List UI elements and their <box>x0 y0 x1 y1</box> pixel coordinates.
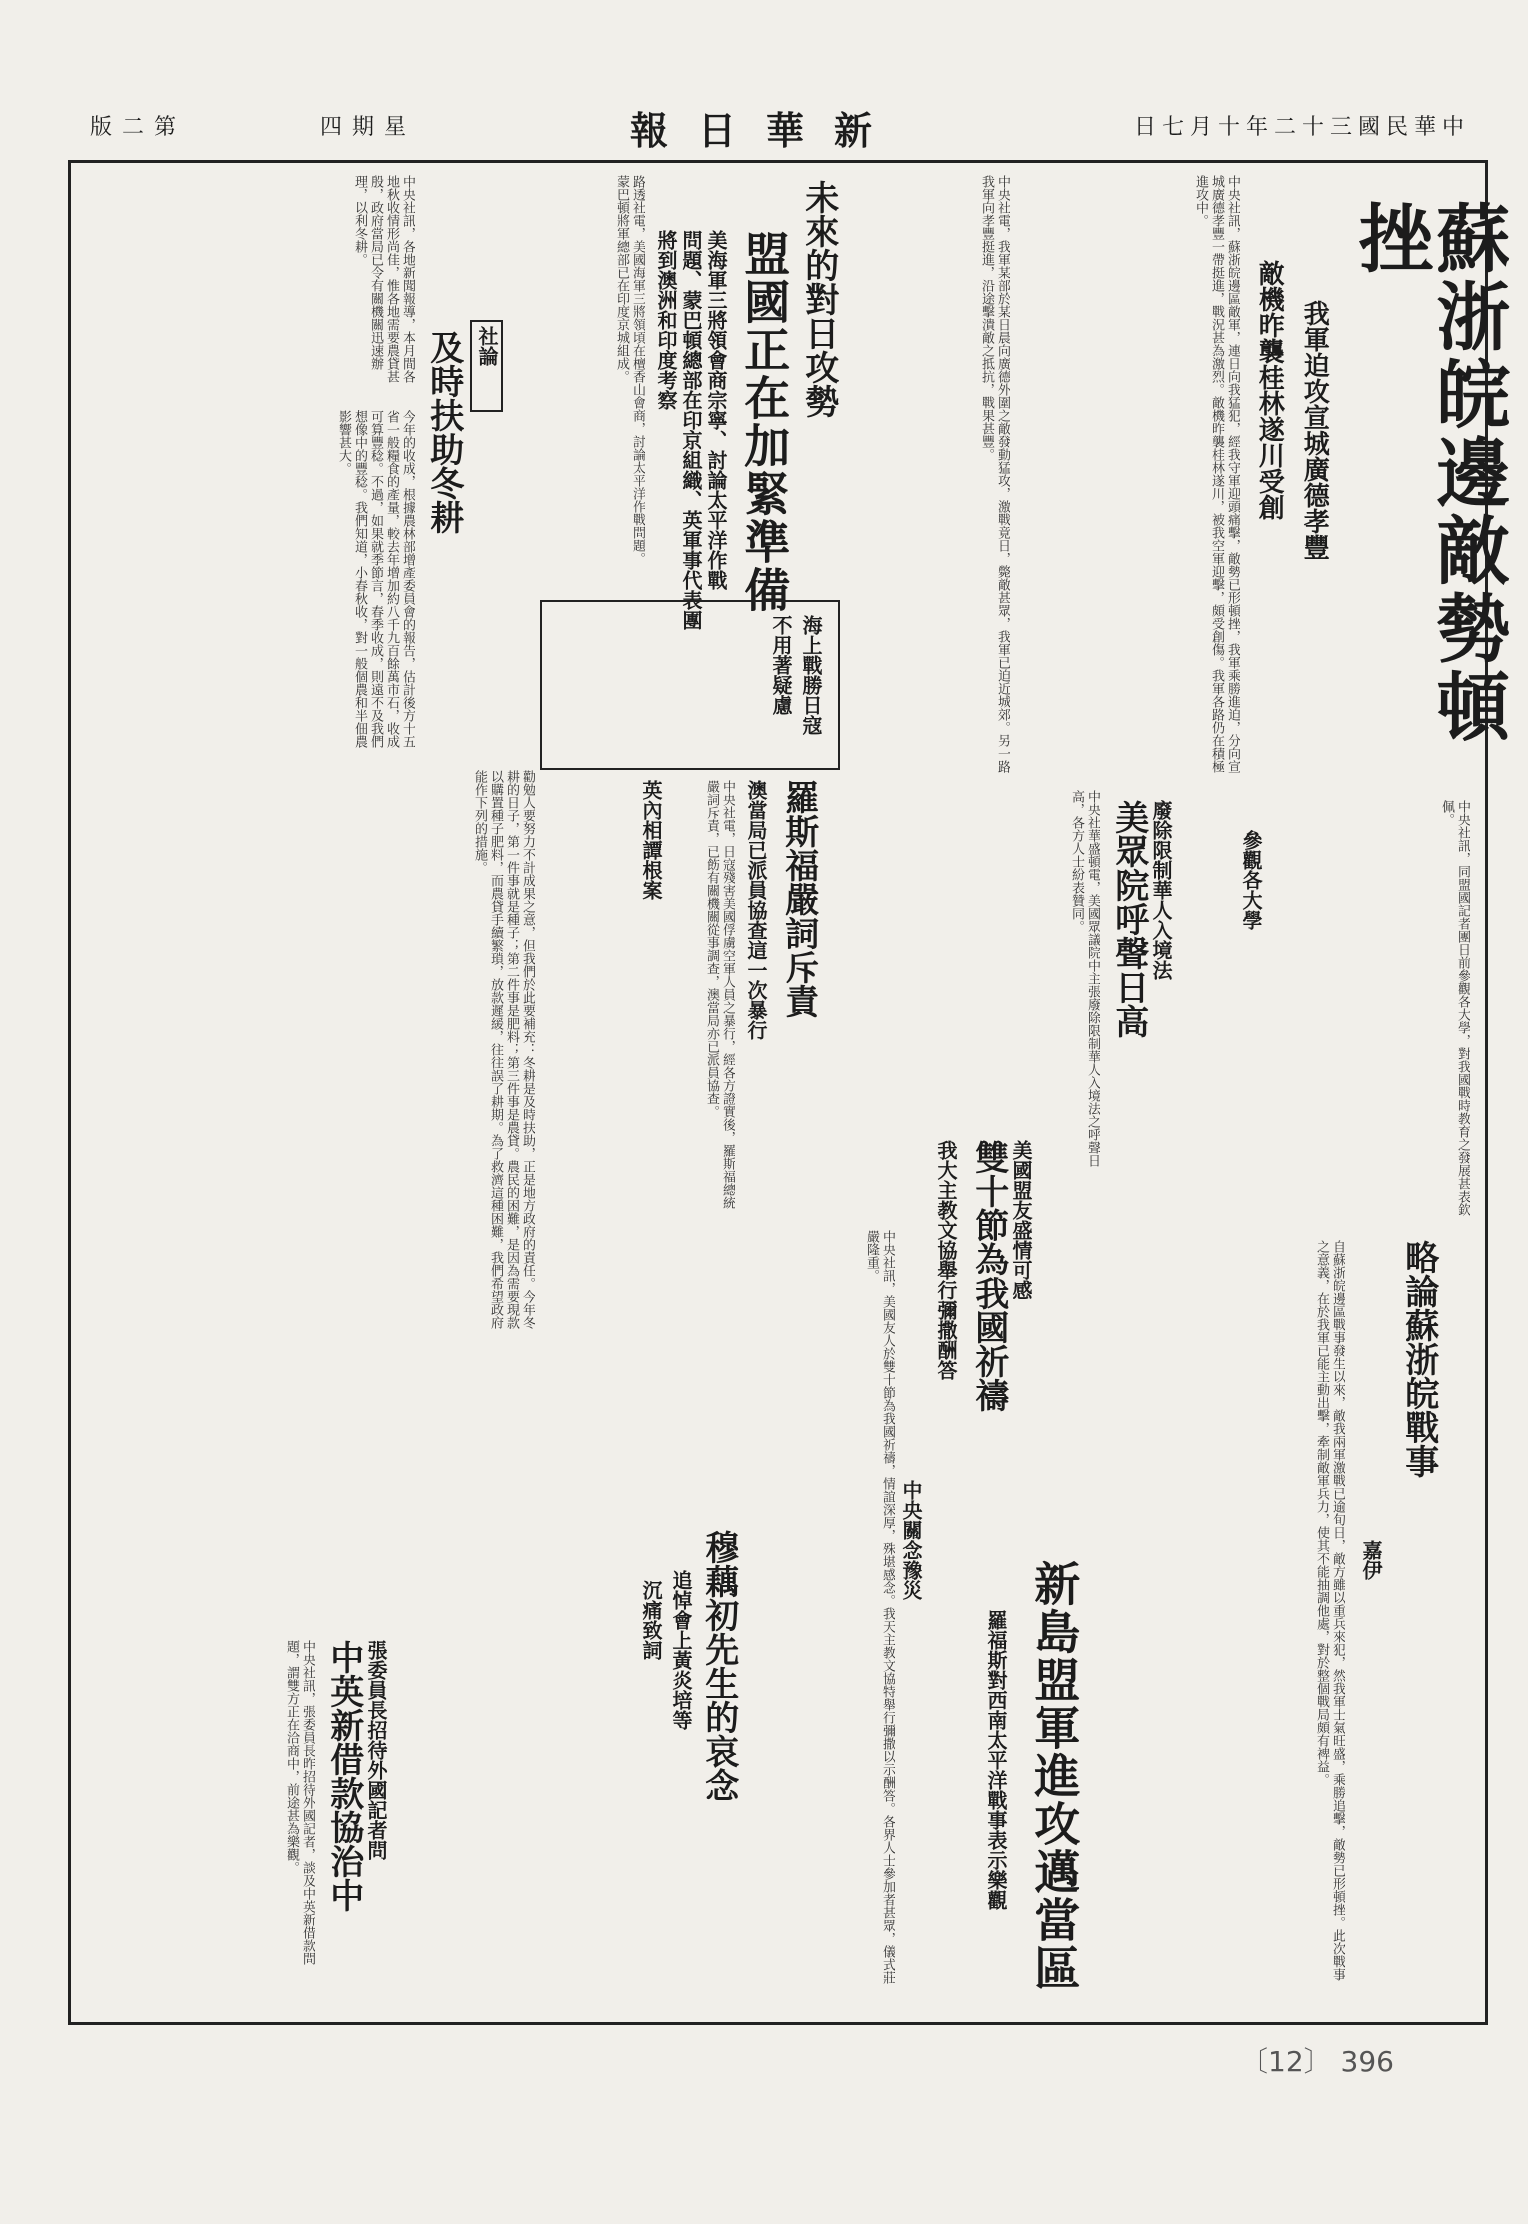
roosevelt-sub: 澳當局已派員協查這一次暴行 <box>744 780 768 1040</box>
shanghai-box <box>540 600 840 770</box>
article-text-frontline: 中央社訊，蘇浙皖邊區敵軍，連日向我猛犯，經我守軍迎頭痛擊，敵勢已形頓挫，我軍乘勝進迫，分向宣城廣德孝豐一帶挺進，戰況甚為激烈。敵機昨襲桂林遂川，被我空軍迎擊，頗受創傷。我軍各路仍在積極進攻中。 <box>1193 175 1240 773</box>
page-number: 〔12〕 396 <box>1240 2045 1394 2078</box>
article-text-exclusion: 中央社華盛頓電，美國眾議院中主張廢除限制華人入境法之呼聲日高，各方人士紛表贊同。 <box>1069 790 1100 1167</box>
sino-british-headline: 中英新借款協治中 <box>323 1640 364 1912</box>
double-ten-pre: 美國盟友盛情可感 <box>1009 1140 1033 1300</box>
editorial-title: 及時扶助冬耕 <box>423 330 464 534</box>
article-text-sino-british: 中央社訊，張委員長昨招待外國記者，談及中英新借款問題，謂雙方正在洽商中，前途甚為樂觀。 <box>284 1640 315 1965</box>
roosevelt-headline: 羅斯福嚴詞斥責 <box>778 780 819 1018</box>
paper-name: 報日華新 <box>630 108 903 153</box>
bottom-strip <box>75 1995 1475 2020</box>
mu-sub: 追悼會上黃炎培等 <box>669 1570 693 1730</box>
exclusion-sub: 廢除限制華人入境法 <box>1149 800 1173 980</box>
newisland-sub: 羅福斯對西南太平洋戰事表示樂觀 <box>984 1610 1008 1910</box>
commentary-body: 自蘇浙皖邊區戰事發生以來，敵我兩軍激戰已逾旬日，敵方雖以重兵來犯，然我軍士氣旺盛，乘勝追擊，敵勢已形頓挫。此次戰事之意義，在於我軍已能主動出擊，牽制敵軍兵力，使其不能抽調他處，對於整個戰局頗有裨益。 <box>1314 1240 1345 1981</box>
exclusion-headline: 美眾院呼聲日高 <box>1108 800 1149 1038</box>
editorial-tag: 社論 <box>470 320 503 412</box>
double-ten-sub: 我大主教文協舉行彌撒酬答 <box>934 1140 958 1380</box>
sino-british-sub: 張委員長招待外國記者問 <box>364 1640 388 1860</box>
commentary-author: 嘉伊 <box>1359 1540 1383 1580</box>
main-subheadline-2: 敵機昨襲桂林遂川受創 <box>1254 260 1285 520</box>
commentary-headline: 略論蘇浙皖戰事 <box>1398 1240 1439 1478</box>
mu-headline: 穆藕初先生的哀念 <box>698 1530 739 1802</box>
masthead <box>60 100 1490 153</box>
allied-sub-1: 美海軍三將領會商宗寧、討論太平洋作戰 <box>704 230 728 590</box>
main-headline: 蘇浙皖邊敵勢頓挫 <box>1346 200 1511 746</box>
article-text-roosevelt: 中央社電，日寇殘害美國俘虜空軍人員之暴行，經各方證實後，羅斯福總統嚴詞斥責，已飭有關機關從事調查，澳當局亦已派員協查。 <box>704 780 735 1209</box>
article-text-top-left: 中央社訊，各地新聞報導，本月間各地秋收情形尚佳，惟各地需要農貸甚殷，政府當局已令有關機關迅速辦理，以利冬耕。 <box>352 175 415 383</box>
allied-sub-2: 問題、蒙巴頓總部在印京組織、英軍事代表團 <box>679 230 703 630</box>
article-text-frontline-2: 中央社電，我軍某部於某日晨向廣德外圍之敵發動猛攻，激戰竟日，斃敵甚眾，我軍已迫近城郊。另一路我軍向孝豐挺進，沿途擊潰敵之抵抗，戰果甚豐。 <box>979 175 1010 773</box>
mu-sub-2: 沉痛致詞 <box>639 1580 663 1660</box>
shanghai-box-sub: 不用著疑慮 <box>769 615 793 715</box>
weekday-label: 四期星 <box>320 115 417 140</box>
shanghai-box-title: 海上戰勝日寇 <box>799 615 823 735</box>
india-headline: 英內相譚根案 <box>639 780 663 900</box>
main-subheadline: 我軍迫攻宣城廣德孝豐 <box>1299 300 1330 560</box>
double-ten-headline: 雙十節為我國祈禱 <box>968 1140 1009 1412</box>
article-text-double-ten: 中央社訊，美國友人於雙十節為我國祈禱，情誼深厚，殊堪感念。我天主教文協特舉行彌撒以示酬答。各界人士參加者甚眾，儀式莊嚴隆重。 <box>864 1230 895 1984</box>
allied-pre-headline: 未來的對日攻勢 <box>798 180 839 418</box>
edition-label: 版二第 <box>90 115 187 140</box>
allied-sub-3: 將到澳洲和印度考察 <box>654 230 678 410</box>
article-text-university: 中央社訊，同盟國記者團日前參觀各大學，對我國戰時教育之發展甚表欽佩。 <box>1439 800 1470 1216</box>
university-headline: 參觀各大學 <box>1239 830 1263 930</box>
allied-headline: 盟國正在加緊準備 <box>737 230 792 614</box>
newisland-headline: 新島盟軍進攻邁當區 <box>1027 1560 1082 1992</box>
central-gov-headline: 中央關念豫災 <box>899 1480 923 1600</box>
editorial-body-2: 勸勉人要努力不計成果之意，但我們於此要補充：冬耕是及時扶助，正是地方政府的責任。今年冬耕的日子，第一件事就是種子；第二件事是肥料；第三件事是農貸。農民的困難，是因為需要現款以購置種子肥料，而農貸手續繁瑣，放款遲緩，往往誤了耕期。為了救濟這種困難，我們希望政府能作下列的措施。 <box>472 770 535 1329</box>
editorial-body: 今年的收成，根據農林部增產委員會的報告，估計後方十五省一般糧食的產量，較去年增加約八千九百餘萬市石，收成可算豐稔。不過，如果就季節言，春季收成，則遠不及我們想像中的豐稔。我們知道，小春秋收，對一般個農和半佃農影響甚大。 <box>336 410 415 748</box>
issue-date: 日七月十年二十三國民華中 <box>1133 115 1470 140</box>
article-text-allied: 路透社電，美國海軍三將領頃在檀香山會商，討論太平洋作戰問題。蒙巴頓將軍總部已在印度京城組成。 <box>614 175 645 565</box>
